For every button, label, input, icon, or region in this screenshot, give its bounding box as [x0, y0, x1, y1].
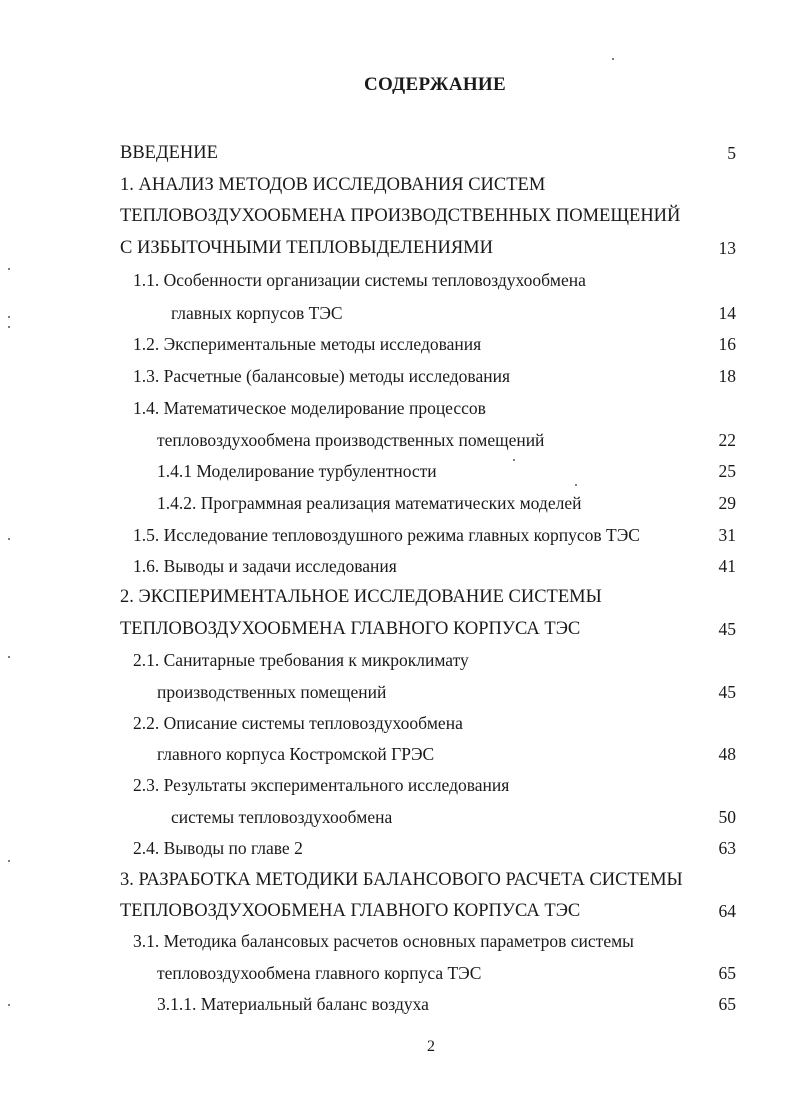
toc-entry-page: 5 [727, 143, 736, 163]
scan-speck [575, 484, 577, 486]
toc-entry-text: 1.6. Выводы и задачи исследования [133, 556, 397, 576]
scan-speck [8, 326, 10, 328]
toc-entry-text: производственных помещений [157, 682, 387, 702]
scan-speck [513, 459, 515, 461]
toc-entry-page: 48 [718, 744, 736, 764]
toc-entry-text: 1. АНАЛИЗ МЕТОДОВ ИССЛЕДОВАНИЯ СИСТЕМ [120, 175, 546, 195]
scan-speck [612, 58, 614, 60]
toc-entry-page: 31 [718, 525, 736, 545]
toc-entry-text: 3.1.1. Материальный баланс воздуха [157, 994, 429, 1014]
toc-entry-page: 22 [718, 430, 736, 450]
page-number: 2 [427, 1038, 435, 1055]
toc-entry-text: 1.3. Расчетные (балансовые) методы исследования [133, 366, 510, 386]
toc-entry-text: С ИЗБЫТОЧНЫМИ ТЕПЛОВЫДЕЛЕНИЯМИ [120, 238, 493, 258]
toc-entry-page: 29 [718, 493, 736, 513]
toc-entry-page: 13 [718, 238, 736, 258]
toc-entry-text: ТЕПЛОВОЗДУХООБМЕНА ГЛАВНОГО КОРПУСА ТЭС [120, 901, 581, 921]
toc-entry-page: 63 [718, 838, 736, 858]
toc-entry-text: главного корпуса Костромской ГРЭС [157, 744, 435, 764]
toc-entry-page: 45 [718, 619, 736, 639]
toc-entry-text: главных корпусов ТЭС [171, 303, 343, 323]
toc-entry-page: 45 [718, 682, 736, 702]
toc-entry-text: 1.4.2. Программная реализация математических моделей [157, 493, 582, 513]
scan-speck [8, 268, 10, 270]
scan-speck [8, 1004, 10, 1006]
toc-entry-text: 2. ЭКСПЕРИМЕНТАЛЬНОЕ ИССЛЕДОВАНИЕ СИСТЕМЫ [120, 587, 602, 607]
toc-entry-page: 41 [718, 556, 736, 576]
toc-entry-page: 18 [718, 366, 736, 386]
scan-speck [8, 860, 10, 862]
toc-entry-text: 1.1. Особенности организации системы тепловоздухообмена [133, 270, 586, 290]
scan-speck [8, 656, 10, 658]
toc-entry-page: 25 [718, 461, 736, 481]
toc-entry-text: ВВЕДЕНИЕ [120, 143, 218, 163]
toc-entry-text: ТЕПЛОВОЗДУХООБМЕНА ГЛАВНОГО КОРПУСА ТЭС [120, 619, 581, 639]
toc-entry-text: 3. РАЗРАБОТКА МЕТОДИКИ БАЛАНСОВОГО РАСЧЕТА СИСТЕМЫ [120, 870, 683, 890]
scan-speck [8, 538, 10, 540]
toc-entry-text: 1.4. Математическое моделирование процессов [133, 398, 486, 418]
toc-entry-text: ТЕПЛОВОЗДУХООБМЕНА ПРОИЗВОДСТВЕННЫХ ПОМЕЩЕНИЙ [120, 206, 681, 226]
toc-entry-text: 2.3. Результаты экспериментального исследования [133, 775, 510, 795]
toc-entry-text: 1.4.1 Моделирование турбулентности [157, 461, 437, 481]
toc-entry-text: 2.2. Описание системы тепловоздухообмена [133, 713, 463, 733]
scan-speck [8, 316, 10, 318]
toc-entry-text: 1.2. Экспериментальные методы исследования [133, 334, 482, 354]
toc-entry-text: 1.5. Исследование тепловоздушного режима главных корпусов ТЭС [133, 525, 640, 545]
toc-entry-text: тепловоздухообмена главного корпуса ТЭС [157, 963, 482, 983]
toc-entry-text: тепловоздухообмена производственных помещений [157, 430, 545, 450]
toc-entry-page: 64 [718, 901, 736, 921]
toc-entry-page: 14 [718, 303, 736, 323]
toc-entry-text: 2.4. Выводы по главе 2 [133, 838, 303, 858]
toc-entry-text: системы тепловоздухообмена [171, 807, 393, 827]
toc-entry-page: 65 [718, 963, 736, 983]
toc-entry-page: 50 [718, 807, 736, 827]
toc-entry-text: 3.1. Методика балансовых расчетов основных параметров системы [133, 931, 634, 951]
page-title: СОДЕРЖАНИЕ [364, 74, 506, 95]
toc-entry-page: 16 [718, 334, 736, 354]
toc-entry-page: 65 [718, 994, 736, 1014]
toc-entry-text: 2.1. Санитарные требования к микроклимату [133, 650, 469, 670]
